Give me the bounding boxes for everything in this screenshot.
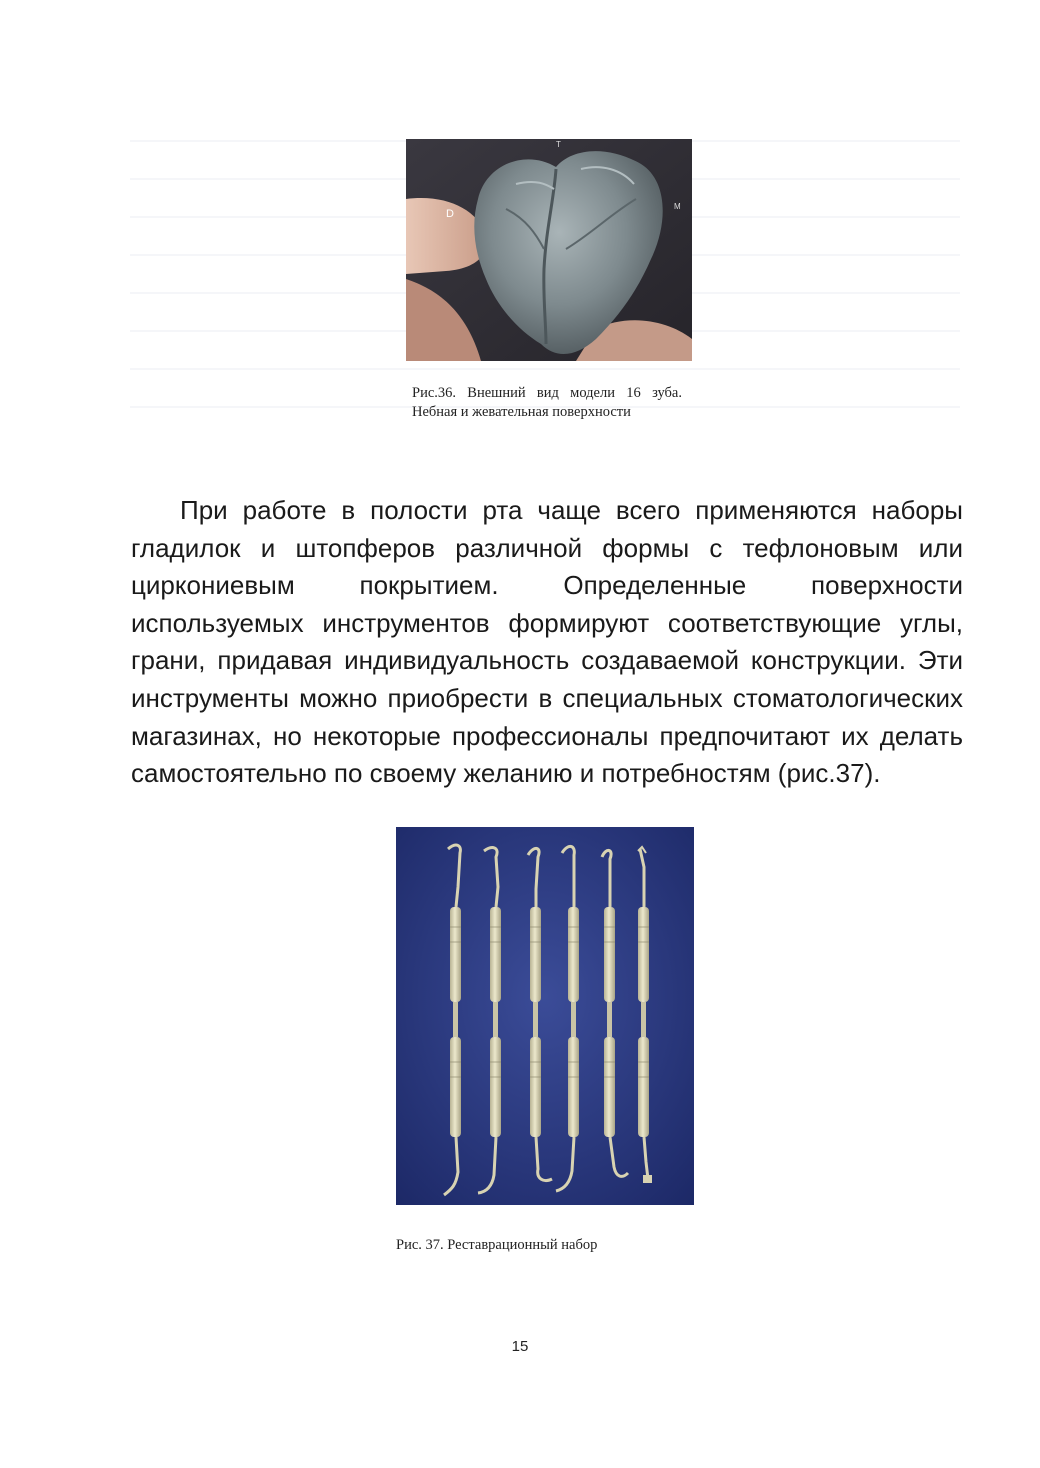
- figure-36-tooth-photo: [406, 139, 692, 361]
- mark-d: D: [446, 208, 454, 220]
- mark-t: Т: [556, 140, 561, 149]
- figure-36-caption: Рис.36. Внешний вид модели 16 зуба. Небная и жевательная поверхности: [412, 385, 682, 420]
- body-paragraph: При работе в полости рта чаще всего применяются наборы гладилок и штопферов различной формы с тефлоновым или циркониевым покрытием. Определенные поверхности используемых инструментов формируют соответствующие углы, грани, придавая индивидуальность создаваемой конструкции. Эти инструменты можно приобрести в специальных стоматологических магазинах, но некоторые профессионалы предпочитают их делать самостоятельно по своему желанию и потребностям (рис.37).: [131, 495, 963, 789]
- figure-37-caption: Рис. 37. Реставрационный набор: [396, 1237, 598, 1253]
- mark-m: М: [674, 202, 681, 211]
- figure-37-instruments-photo: [396, 827, 694, 1205]
- page-number: 15: [511, 1338, 529, 1355]
